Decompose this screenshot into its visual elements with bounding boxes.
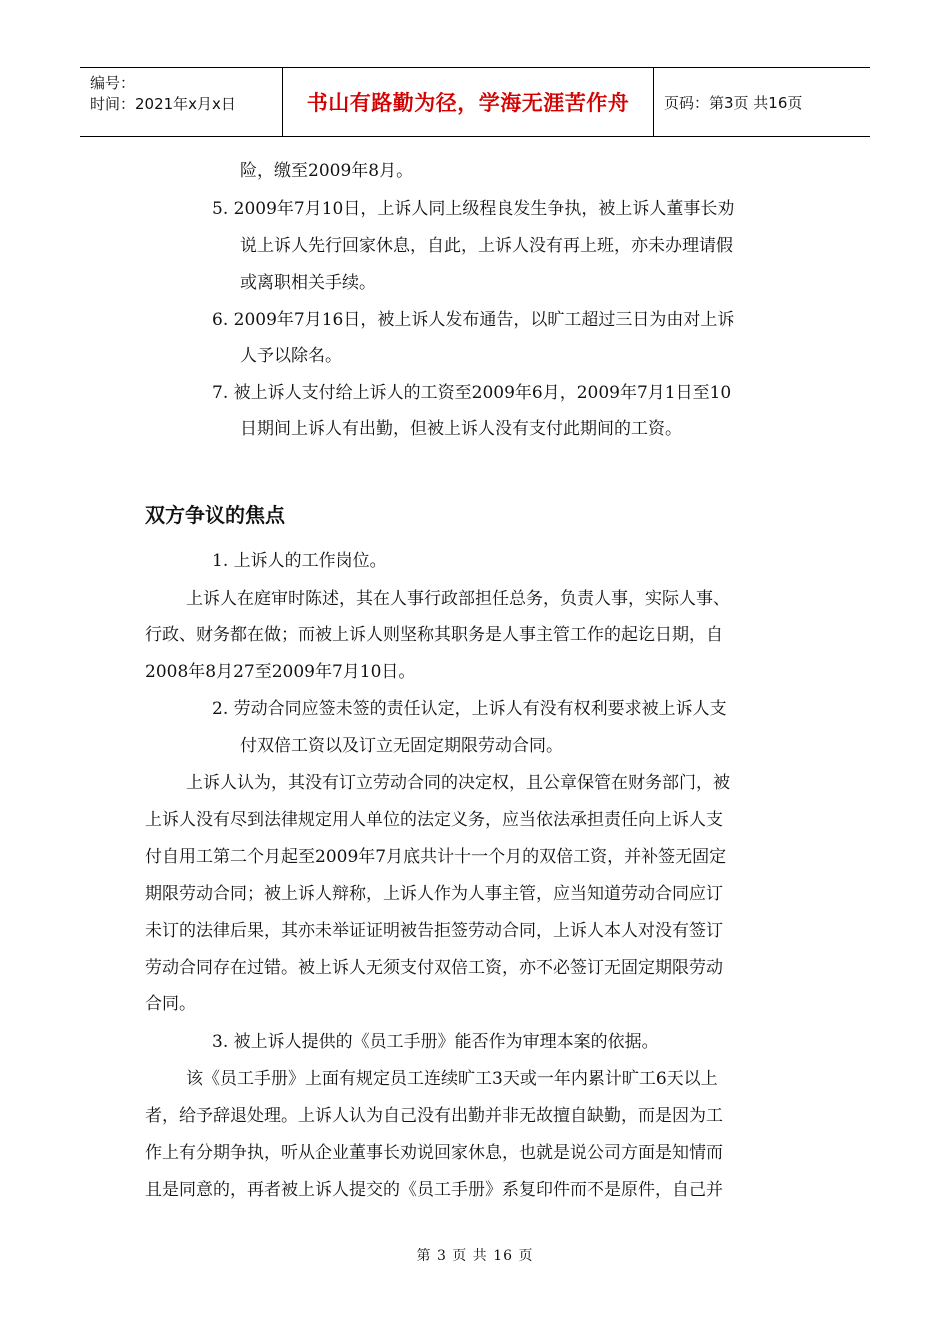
list-item-5: 5. 2009年7月10日，上诉人同上级程良发生争执，被上诉人董事长劝 [212,199,735,219]
date-label: 时间：2021年x月x日 [90,95,236,113]
body-line: 付双倍工资以及订立无固定期限劳动合同。 [240,736,563,756]
body-paragraph-line: 期限劳动合同；被上诉人辩称，上诉人作为人事主管，应当知道劳动合同应订 [145,884,723,904]
body-paragraph-line: 未订的法律后果，其亦未举证证明被告拒签劳动合同，上诉人本人对没有签订 [145,921,723,941]
body-line: 人予以除名。 [240,346,342,366]
body-line: 或离职相关手续。 [240,273,376,293]
body-line: 说上诉人先行回家休息，自此，上诉人没有再上班，亦未办理请假 [240,236,733,256]
body-line: 险，缴至2009年8月。 [240,161,414,181]
body-paragraph-line: 作上有分期争执，听从企业董事长劝说回家休息，也就是说公司方面是知情而 [145,1143,723,1163]
header-meta [80,68,282,136]
body-paragraph-line: 劳动合同存在过错。被上诉人无须支付双倍工资，亦不必签订无固定期限劳动 [145,958,723,978]
issue-item-3: 3. 被上诉人提供的《员工手册》能否作为审理本案的依据。 [212,1032,659,1052]
section-heading: 双方争议的焦点 [145,503,285,527]
body-paragraph-line: 该《员工手册》上面有规定员工连续旷工3天或一年内累计旷工6天以上 [186,1069,718,1089]
body-paragraph-line: 上诉人认为，其没有订立劳动合同的决定权，且公章保管在财务部门，被 [186,773,730,793]
page-header [80,67,870,137]
body-paragraph-line: 付自用工第二个月起至2009年7月底共计十一个月的双倍工资，并补签无固定 [145,847,727,867]
header-page-info: 页码：第3页 共16页 [664,93,803,112]
page-footer: 第 3 页 共 16 页 [416,1248,534,1264]
list-item-6: 6. 2009年7月16日，被上诉人发布通告，以旷工超过三日为由对上诉 [212,310,735,330]
issue-item-1: 1. 上诉人的工作岗位。 [212,551,387,571]
list-item-7: 7. 被上诉人支付给上诉人的工资至2009年6月，2009年7月1日至10 [212,383,732,403]
body-paragraph-line: 2008年8月27至2009年7月10日。 [145,662,416,682]
body-paragraph-line: 上诉人没有尽到法律规定用人单位的法定义务，应当依法承担责任向上诉人支 [145,810,723,830]
body-paragraph-line: 合同。 [145,994,196,1014]
body-paragraph-line: 者，给予辞退处理。上诉人认为自己没有出勤并非无故擅自缺勤，而是因为工 [145,1106,723,1126]
body-line: 日期间上诉人有出勤，但被上诉人没有支付此期间的工资。 [240,419,682,439]
serial-number-label: 编号： [90,74,136,92]
body-paragraph-line: 行政、财务都在做；而被上诉人则坚称其职务是人事主管工作的起讫日期，自 [145,625,723,645]
issue-item-2: 2. 劳动合同应签未签的责任认定，上诉人有没有权利要求被上诉人支 [212,699,727,719]
body-paragraph-line: 上诉人在庭审时陈述，其在人事行政部担任总务，负责人事，实际人事、 [186,589,730,609]
header-motto: 书山有路勤为径，学海无涯苦作舟 [282,68,654,136]
body-paragraph-line: 且是同意的，再者被上诉人提交的《员工手册》系复印件而不是原件，自己并 [145,1180,723,1200]
